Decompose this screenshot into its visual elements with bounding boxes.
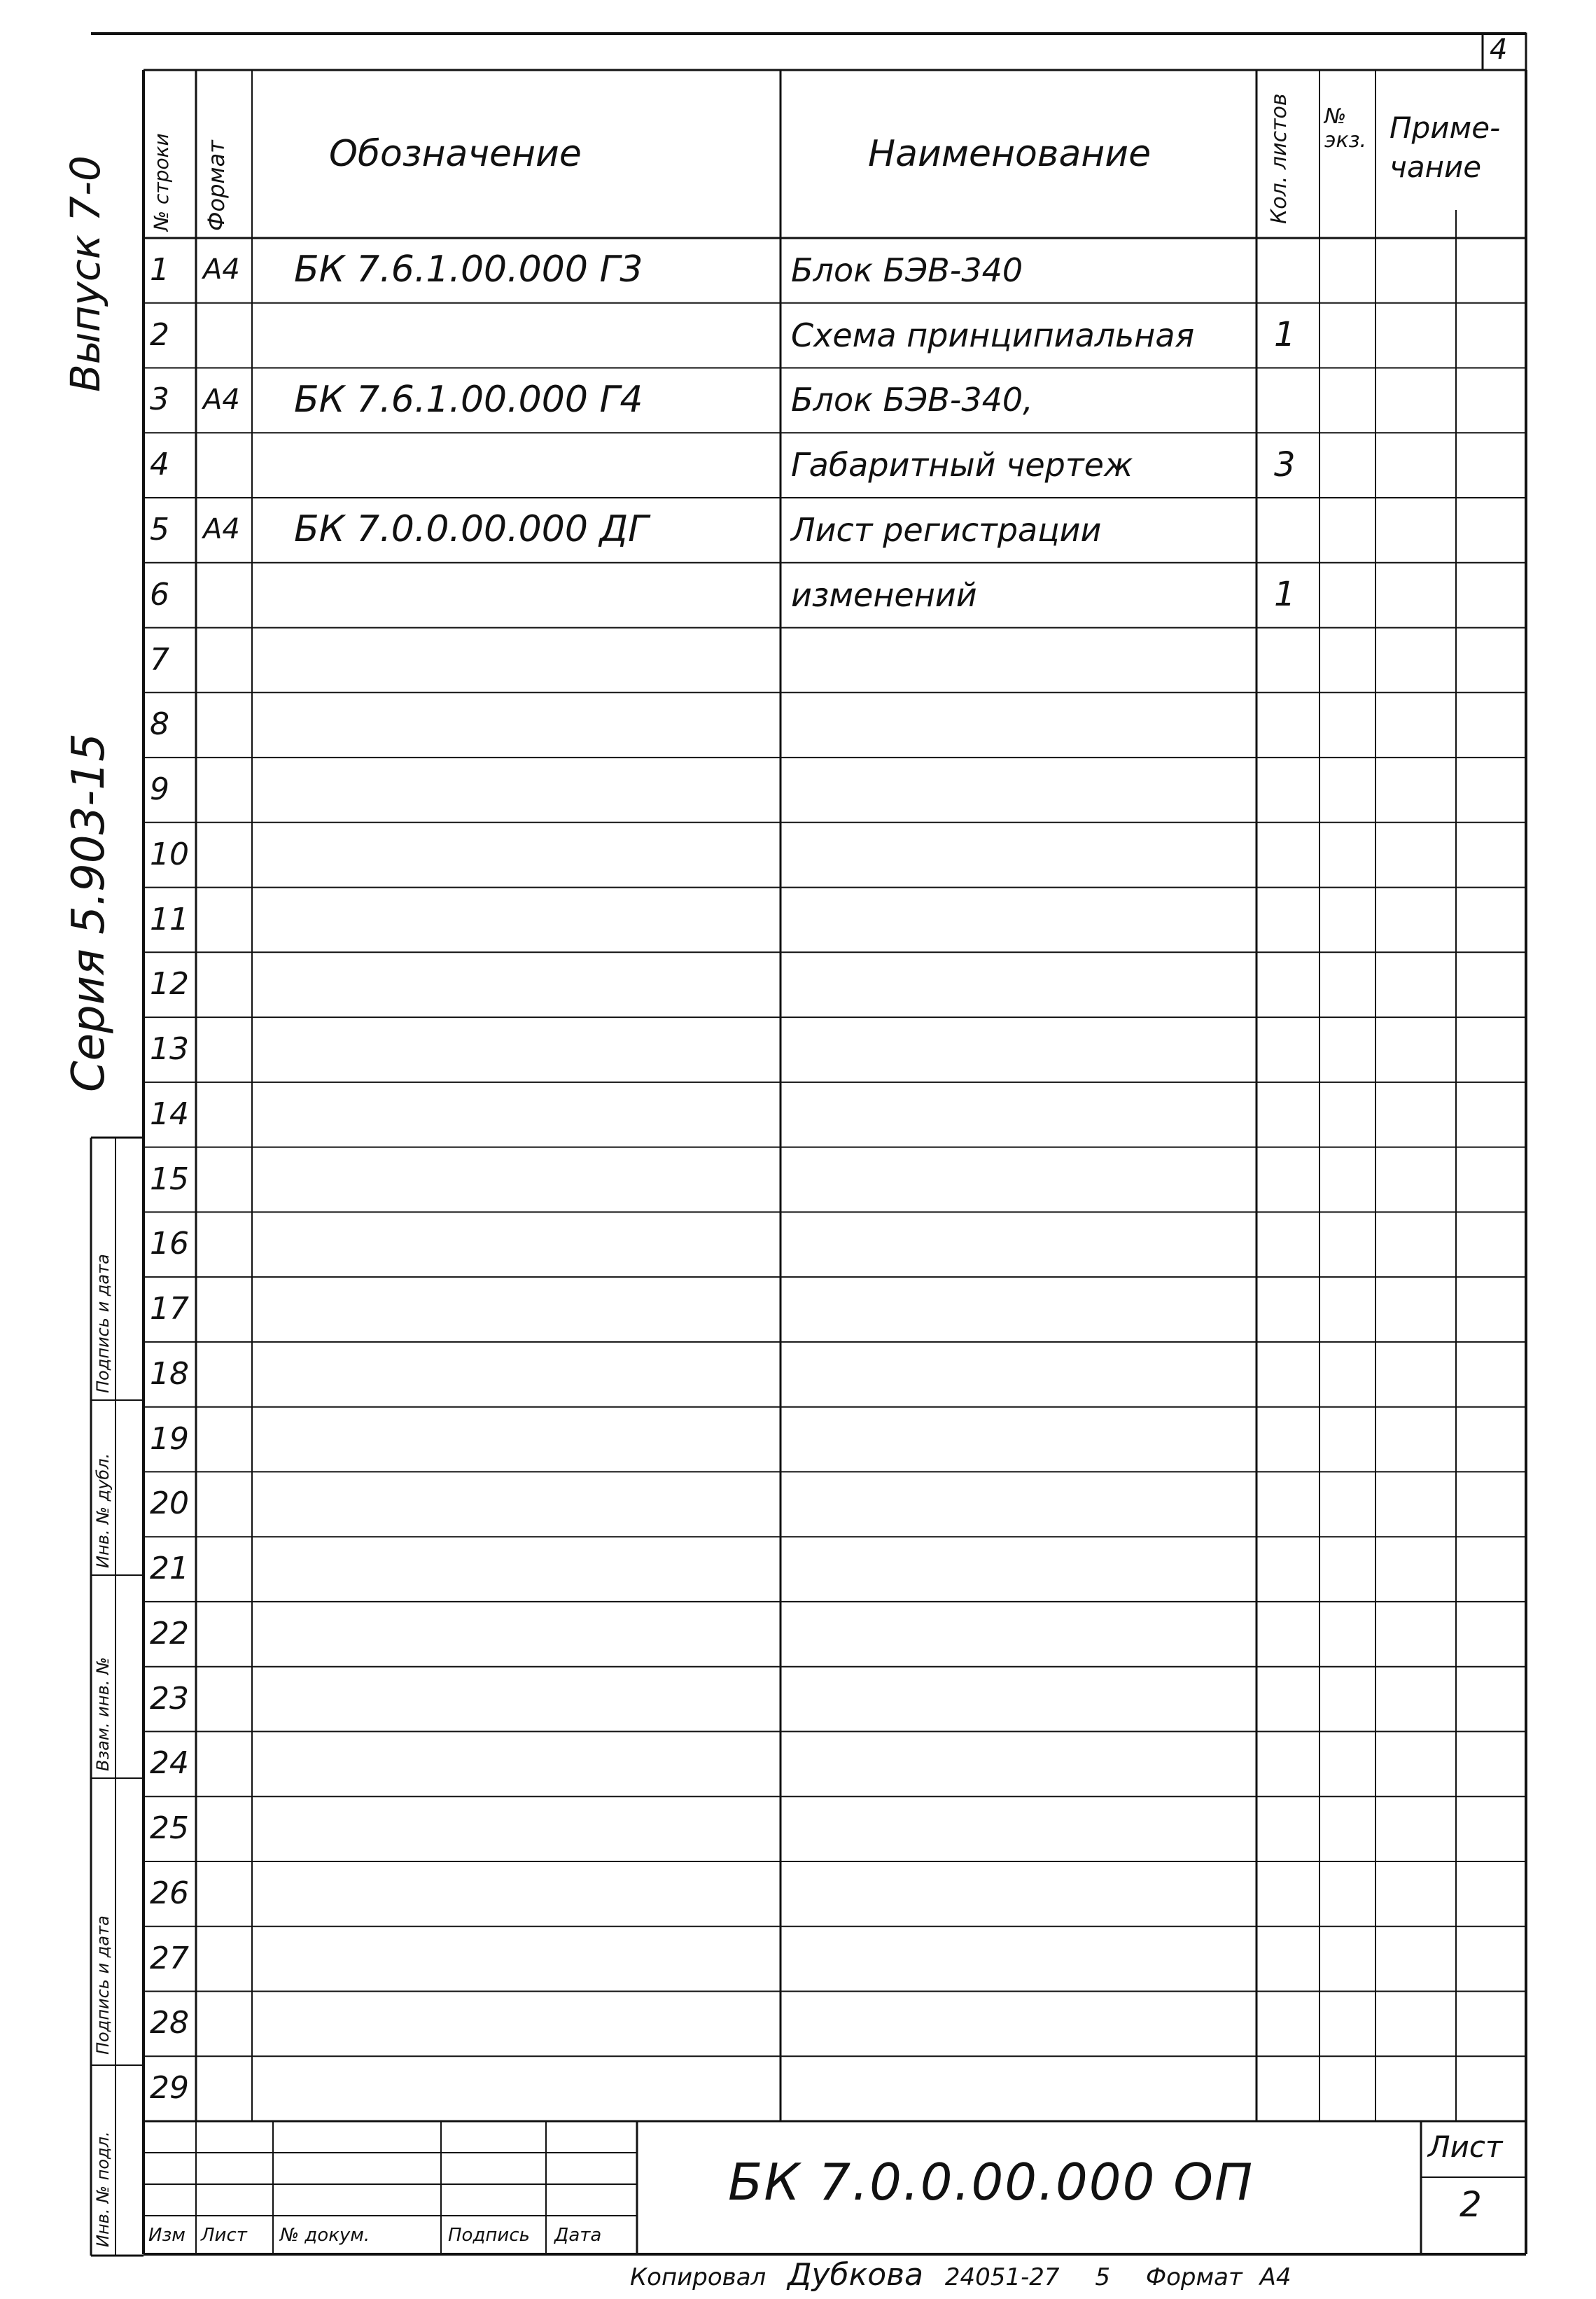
cell-format: А4 bbox=[203, 513, 240, 546]
footer-copier: Дубкова bbox=[788, 2257, 924, 2293]
table-row bbox=[0, 498, 1596, 563]
cell-row-number: 5 bbox=[150, 512, 169, 547]
cell-row-number: 13 bbox=[150, 1031, 189, 1068]
cell-row-number: 22 bbox=[150, 1615, 189, 1651]
table-row bbox=[0, 1731, 1596, 1796]
table-row bbox=[0, 368, 1596, 433]
table-row bbox=[0, 692, 1596, 757]
sheet-number: 2 bbox=[1460, 2184, 1482, 2225]
cell-designation: БК 7.6.1.00.000 Г3 bbox=[294, 249, 643, 291]
cell-row-number: 11 bbox=[150, 901, 189, 937]
cell-name: изменений bbox=[791, 575, 977, 614]
cell-name: Блок БЭВ-340 bbox=[791, 251, 1023, 289]
cell-row-number: 25 bbox=[150, 1810, 189, 1847]
stamp-field-4: Инв. № дубл. bbox=[93, 1453, 113, 1568]
cell-row-number: 20 bbox=[150, 1486, 189, 1522]
header-name: Наименование bbox=[868, 133, 1152, 175]
table-row bbox=[0, 238, 1596, 303]
cell-row-number: 4 bbox=[150, 447, 169, 483]
stamp-field-3: Взам. инв. № bbox=[93, 1657, 113, 1771]
stamp-field-2: Подпись и дата bbox=[93, 1915, 113, 2055]
cell-designation: БК 7.6.1.00.000 Г4 bbox=[294, 378, 643, 421]
footer-format-label: Формат bbox=[1145, 2263, 1242, 2291]
footer-format-value: А4 bbox=[1259, 2263, 1292, 2291]
header-row-no: № строки bbox=[150, 133, 173, 231]
table-row bbox=[0, 823, 1596, 888]
table-row bbox=[0, 888, 1596, 953]
cell-row-number: 17 bbox=[150, 1291, 189, 1327]
header-copy-no: № экз. bbox=[1324, 104, 1367, 153]
cell-row-number: 9 bbox=[150, 771, 169, 808]
stamp-field-1: Инв. № подл. bbox=[93, 2131, 113, 2247]
table-row bbox=[0, 1537, 1596, 1602]
table-row bbox=[0, 1927, 1596, 1992]
cell-format: А4 bbox=[203, 383, 240, 416]
cell-row-number: 3 bbox=[150, 382, 169, 418]
title-label-date: Дата bbox=[554, 2225, 602, 2246]
header-note: Приме-чание bbox=[1390, 111, 1501, 184]
table-row bbox=[0, 628, 1596, 693]
table-row bbox=[0, 1796, 1596, 1861]
table-row bbox=[0, 1277, 1596, 1342]
cell-sheets: 1 bbox=[1274, 575, 1296, 615]
cell-row-number: 26 bbox=[150, 1875, 189, 1911]
footer-copied: Копировал bbox=[630, 2263, 766, 2291]
cell-row-number: 15 bbox=[150, 1161, 189, 1197]
sheet-label: Лист bbox=[1428, 2130, 1503, 2164]
table-row bbox=[0, 952, 1596, 1017]
footer-line bbox=[630, 2257, 1291, 2293]
cell-row-number: 2 bbox=[150, 316, 169, 353]
table-row bbox=[0, 1212, 1596, 1277]
cell-row-number: 10 bbox=[150, 836, 189, 872]
cell-row-number: 12 bbox=[150, 966, 189, 1002]
cell-sheets: 3 bbox=[1274, 445, 1296, 484]
cell-row-number: 8 bbox=[150, 706, 169, 743]
cell-row-number: 19 bbox=[150, 1420, 189, 1457]
series-label: Серия 5.903-15 bbox=[63, 733, 115, 1092]
cell-row-number: 1 bbox=[150, 251, 169, 288]
cell-sheets: 1 bbox=[1274, 315, 1296, 355]
table-row bbox=[0, 1667, 1596, 1732]
table-row bbox=[0, 757, 1596, 823]
cell-row-number: 7 bbox=[150, 641, 169, 678]
cell-designation: БК 7.0.0.00.000 ДГ bbox=[294, 508, 649, 551]
title-label-change: Изм bbox=[148, 2225, 186, 2246]
sheet-corner-number: 4 bbox=[1490, 34, 1508, 66]
table-row bbox=[0, 303, 1596, 368]
title-label-sheet: Лист bbox=[201, 2225, 247, 2246]
table-row bbox=[0, 1991, 1596, 2056]
table-row bbox=[0, 1017, 1596, 1082]
header-sheets: Кол. листов bbox=[1267, 93, 1292, 224]
release-label: Выпуск 7-0 bbox=[62, 155, 109, 392]
cell-row-number: 28 bbox=[150, 2005, 189, 2041]
cell-row-number: 21 bbox=[150, 1551, 189, 1587]
cell-row-number: 27 bbox=[150, 1940, 189, 1976]
table-row bbox=[0, 1602, 1596, 1667]
stamp-field-5: Подпись и дата bbox=[93, 1254, 113, 1393]
header-format: Формат bbox=[203, 140, 230, 231]
cell-row-number: 29 bbox=[150, 2070, 189, 2106]
cell-row-number: 6 bbox=[150, 576, 169, 613]
cell-row-number: 23 bbox=[150, 1680, 189, 1717]
cell-name: Габаритный чертеж bbox=[791, 446, 1133, 484]
title-label-signature: Подпись bbox=[448, 2225, 530, 2246]
cell-format: А4 bbox=[203, 253, 240, 286]
table-row bbox=[0, 563, 1596, 628]
header-designation: Обозначение bbox=[329, 133, 582, 175]
table-row bbox=[0, 433, 1596, 498]
table-row bbox=[0, 1861, 1596, 1927]
document-code: БК 7.0.0.00.000 ОП bbox=[728, 2153, 1254, 2211]
table-row bbox=[0, 2056, 1596, 2121]
cell-row-number: 18 bbox=[150, 1355, 189, 1392]
cell-name: Схема принципиальная bbox=[791, 316, 1195, 354]
table-row bbox=[0, 1082, 1596, 1147]
footer-page: 5 bbox=[1095, 2263, 1110, 2291]
cell-row-number: 16 bbox=[150, 1226, 189, 1262]
title-label-doc-no: № докум. bbox=[280, 2225, 370, 2246]
cell-row-number: 14 bbox=[150, 1096, 189, 1132]
cell-name: Блок БЭВ-340, bbox=[791, 381, 1033, 419]
table-row bbox=[0, 1472, 1596, 1537]
table-row bbox=[0, 1407, 1596, 1472]
footer-order: 24051-27 bbox=[944, 2263, 1060, 2291]
cell-name: Лист регистрации bbox=[791, 510, 1102, 549]
table-row bbox=[0, 1147, 1596, 1213]
cell-row-number: 24 bbox=[150, 1745, 189, 1782]
table-row bbox=[0, 1342, 1596, 1407]
